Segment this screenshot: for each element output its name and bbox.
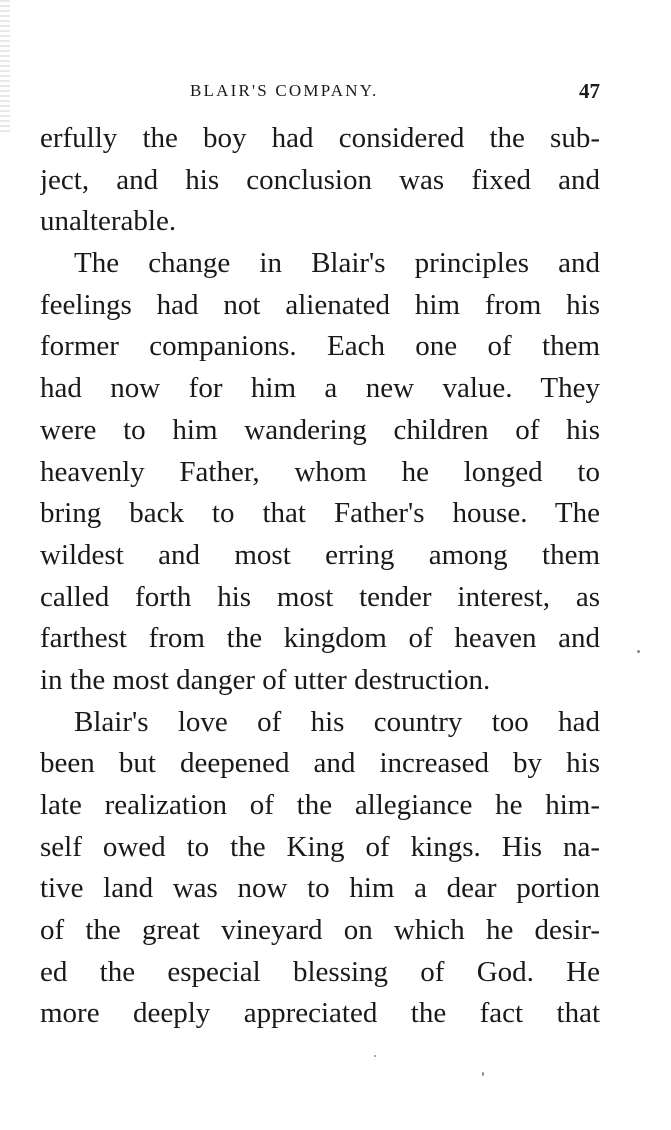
text-line: ject, and his conclusion was fixed and [40, 163, 600, 196]
text-line: The change in Blair's principles and [74, 247, 600, 280]
text-line: had now for him a new value. They [40, 372, 600, 405]
text-line: former companions. Each one of them [40, 330, 600, 363]
text-line: bring back to that Father's house. The [40, 497, 600, 530]
running-head [40, 76, 600, 106]
text-line: more deeply appreciated the fact that [40, 997, 600, 1030]
text-line: in the most danger of utter destruction. [40, 663, 491, 696]
body-text [40, 118, 600, 1035]
text-line: tive land was now to him a dear portion [40, 872, 600, 905]
print-speck [637, 650, 640, 653]
page-number: 47 [579, 79, 600, 103]
text-line: feelings had not alienated him from his [40, 288, 600, 321]
text-line: of the great vineyard on which he desir- [40, 914, 600, 947]
page-gutter-shadow [0, 0, 10, 135]
print-speck [482, 1072, 484, 1076]
text-line: late realization of the allegiance he him- [40, 789, 600, 821]
running-title: BLAIR'S COMPANY. [190, 81, 379, 100]
text-line: were to him wandering children of his [40, 413, 600, 446]
text-line: Blair's love of his country too had [74, 705, 600, 738]
text-line: ed the especial blessing of God. He [40, 955, 600, 988]
text-line: heavenly Father, whom he longed to [40, 455, 600, 488]
text-line: unalterable. [40, 205, 177, 238]
text-line: farthest from the kingdom of heaven and [40, 622, 600, 655]
print-speck [374, 1055, 376, 1057]
text-line: self owed to the King of kings. His na- [40, 830, 600, 863]
text-line: wildest and most erring among them [40, 538, 600, 571]
text-line: erfully the boy had considered the sub- [40, 122, 600, 154]
text-line: been but deepened and increased by his [40, 747, 600, 780]
text-line: called forth his most tender interest, as [40, 580, 600, 613]
